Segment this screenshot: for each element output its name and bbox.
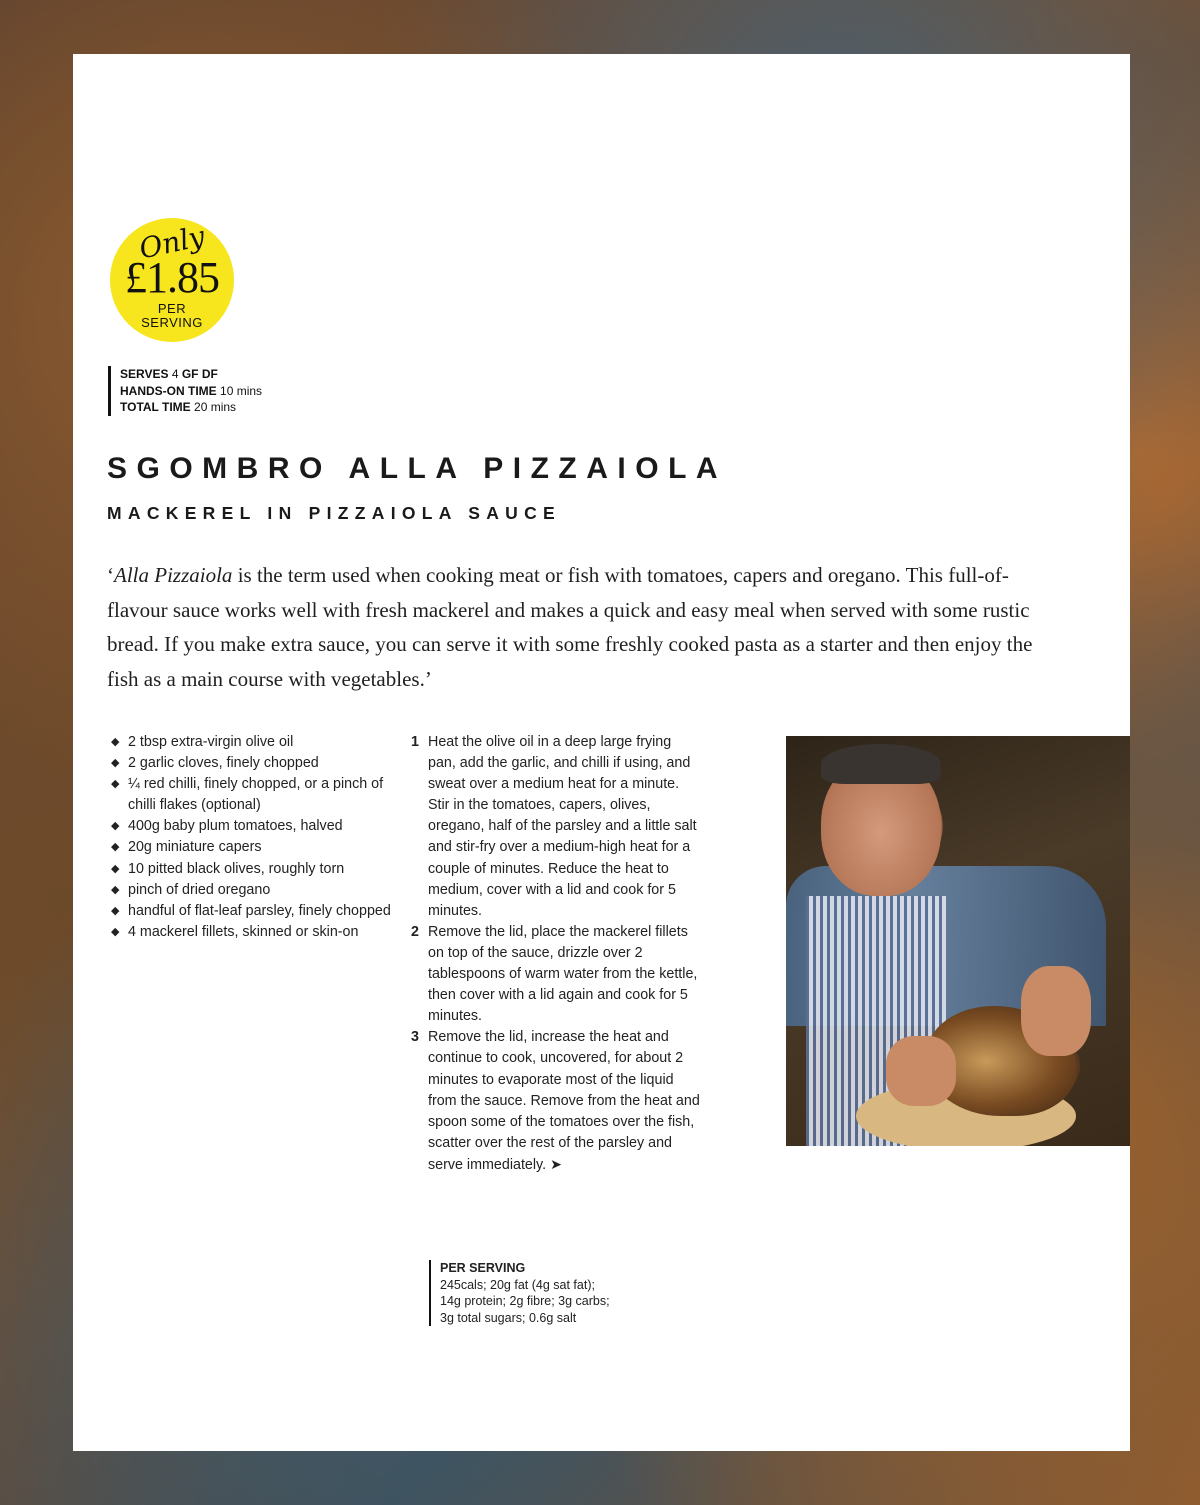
ingredient-item: ◆ 2 garlic cloves, finely chopped: [111, 753, 401, 774]
intro-italic: Alla Pizzaiola: [114, 563, 233, 587]
method-step: [411, 732, 701, 922]
method-step: [411, 922, 701, 1027]
continue-arrow-icon: ➤: [550, 1155, 562, 1172]
ingredient-item: ◆ 20g miniature capers: [111, 837, 401, 858]
serves-line: [120, 366, 262, 383]
intro-text: is the term used when cooking meat or fish with tomatoes, capers and oregano. This full-of-flavour sauce works well with fresh mackerel and makes a quick and easy meal when served with some rustic bread. If you make extra sauce, you can serve it with some freshly cooked pasta as a starter and then enjoy the fish as a main course with vegetables.’: [107, 563, 1033, 691]
price-amount: £1.85: [125, 253, 219, 302]
nutrition-info: [429, 1260, 610, 1326]
price-badge: [110, 218, 234, 342]
ingredient-item: ◆ 400g baby plum tomatoes, halved: [111, 816, 401, 837]
recipe-page: [73, 54, 1130, 1451]
nutrition-heading: PER SERVING: [440, 1261, 526, 1275]
serves-label: SERVES: [120, 367, 169, 381]
ingredients-list: [111, 732, 401, 943]
recipe-meta: [108, 366, 262, 416]
chef-photo: [786, 736, 1130, 1146]
diet-tags: GF DF: [181, 367, 218, 381]
total-time-line: [120, 399, 262, 416]
recipe-subtitle: MACKEREL IN PIZZAIOLA SAUCE: [107, 503, 561, 523]
nutrition-line: 3g total sugars; 0.6g salt: [440, 1310, 577, 1325]
step-number: 3: [411, 1029, 419, 1046]
photo-hair: [821, 744, 941, 784]
price-only-label: Only: [136, 219, 208, 266]
price-per-serving: [110, 302, 234, 330]
nutrition-line: 245cals; 20g fat (4g sat fat);: [440, 1277, 595, 1292]
photo-hand: [1021, 966, 1091, 1056]
serves-value: 4: [171, 367, 179, 381]
step-text: Remove the lid, place the mackerel fillets on top of the sauce, drizzle over 2 tablespoons of warm water from the kettle, then cover with a lid again and cook for 5 minutes.: [428, 923, 698, 1025]
price-serving-label: SERVING: [141, 315, 203, 330]
photo-hand: [886, 1036, 956, 1106]
step-text: Remove the lid, increase the heat and continue to cook, uncovered, for about 2 minutes to evaporate most of the liquid from the sauce. Remove from the heat and spoon some of the tomatoes over the fish, scatter over the rest of the parsley and serve immediately.: [428, 1029, 700, 1173]
recipe-title: SGOMBRO ALLA PIZZAIOLA: [107, 452, 728, 485]
nutrition-line: 14g protein; 2g fibre; 3g carbs;: [440, 1294, 610, 1308]
step-number: 2: [411, 923, 419, 940]
price-per-label: PER: [157, 301, 187, 316]
method-list: [411, 732, 701, 1176]
total-time-value: 20 mins: [194, 400, 237, 414]
recipe-intro: [107, 558, 1067, 696]
handson-label: HANDS-ON TIME: [120, 383, 217, 398]
ingredient-item: ◆ 2 tbsp extra-virgin olive oil: [111, 732, 401, 753]
total-time-label: TOTAL TIME: [120, 400, 191, 414]
method-step: [411, 1027, 701, 1176]
ingredient-item: ◆ 10 pitted black olives, roughly torn: [111, 859, 401, 880]
handson-line: [120, 383, 262, 400]
step-text: Heat the olive oil in a deep large frying pan, add the garlic, and chilli if using, and sweat over a medium heat for a minute. Stir in the tomatoes, capers, olives, oregano, half of the parsley and a little salt and stir-fry over a medium-high heat for a couple of minutes. Reduce the heat to medium, cover with a lid and cook for 5 minutes.: [428, 734, 697, 919]
intro-open-quote: ‘: [107, 563, 114, 587]
handson-value: 10 mins: [220, 383, 263, 398]
ingredient-item: ◆ ¼ red chilli, finely chopped, or a pinch of chilli flakes (optional): [111, 774, 401, 816]
ingredient-item: ◆ 4 mackerel fillets, skinned or skin-on: [111, 922, 401, 943]
ingredient-item: ◆ pinch of dried oregano: [111, 880, 401, 901]
ingredient-item: ◆ handful of flat-leaf parsley, finely chopped: [111, 901, 401, 922]
step-number: 1: [411, 734, 419, 750]
